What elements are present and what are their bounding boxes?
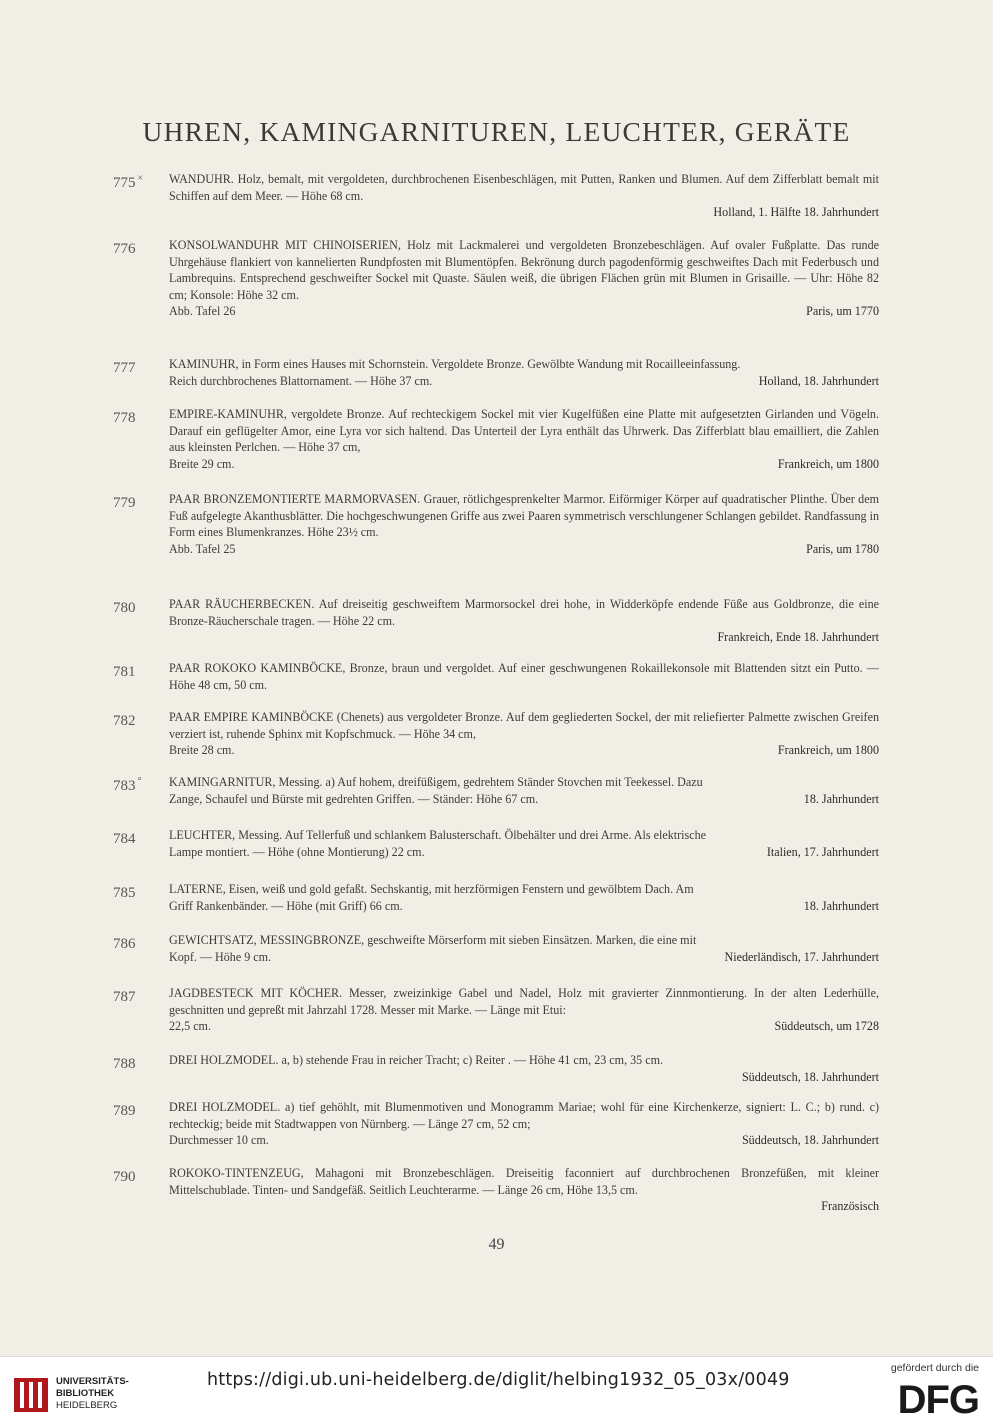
lot-provenance: Niederländisch, 17. Jahrhundert xyxy=(724,949,879,964)
catalog-entry xyxy=(113,985,879,1035)
lot-last-line xyxy=(169,303,879,320)
catalog-entry xyxy=(113,1099,879,1149)
catalog-entry xyxy=(113,1165,879,1215)
lot-note: Lampe montiert. — Höhe (ohne Montierung) 22 cm. xyxy=(169,844,425,859)
catalog-entry xyxy=(113,171,879,221)
lot-provenance: Paris, um 1770 xyxy=(806,304,879,319)
lot-note: Breite 28 cm. xyxy=(169,743,235,758)
lot-description: GEWICHTSATZ, MESSINGBRONZE, geschweifte Mörserform mit sieben Einsätzen. Marken, die eine mit xyxy=(169,933,697,947)
library-line-3: HEIDELBERG xyxy=(56,1400,118,1411)
lot-provenance: Französisch xyxy=(821,1199,879,1214)
lot-note: Reich durchbrochenes Blattornament. — Höhe 37 cm. xyxy=(169,373,433,388)
lot-number: 789 xyxy=(113,1103,136,1119)
lot-description: LATERNE, Eisen, weiß und gold gefaßt. Sechskantig, mit herzförmigen Fenstern und gewölbtem Dach. Am xyxy=(169,882,694,896)
lot-note: Breite 29 cm. xyxy=(169,456,235,471)
university-library-name[interactable] xyxy=(56,1376,129,1412)
permalink-url[interactable]: https://digi.ub.uni-heidelberg.de/diglit/helbing1932_05_03x/0049 xyxy=(207,1370,790,1390)
lot-note: Kopf. — Höhe 9 cm. xyxy=(169,949,272,964)
lot-last-line xyxy=(169,844,879,861)
lot-description: DREI HOLZMODEL. a, b) stehende Frau in reicher Tracht; c) Reiter . — Höhe 41 cm, 23 cm, 35 cm. xyxy=(169,1053,664,1067)
lot-last-line xyxy=(169,898,879,915)
lot-description: JAGDBESTECK MIT KÖCHER. Messer, zweizinkige Gabel und Nadel, Holz mit gravierter Zinnmontierung. In der alten Lederhülle, geschnitten und gepreßt mit Jahrzahl 1728. Messer mit Marke. — Länge mit Etui: xyxy=(169,986,879,1017)
catalog-entry xyxy=(113,660,879,693)
lot-description: KAMINUHR, in Form eines Hauses mit Schornstein. Vergoldete Bronze. Gewölbte Wandung mit Rocailleeinfassung. xyxy=(169,357,741,371)
catalog-entry xyxy=(113,881,879,914)
dfg-logo[interactable]: DFG xyxy=(897,1378,979,1422)
lot-provenance: Süddeutsch, 18. Jahrhundert xyxy=(741,1069,879,1084)
lot-note: Abb. Tafel 25 xyxy=(169,541,236,556)
lot-provenance: Italien, 17. Jahrhundert xyxy=(766,844,879,859)
lot-description: DREI HOLZMODEL. a) tief gehöhlt, mit Blumenmotiven und Monogramm Mariae; wohl für eine Kirchenkerze, signiert: L. C.; b) rund. c) rechteckig; beide mit Stadtwappen von Nürnberg. — Länge 27 cm, 52 cm; xyxy=(169,1100,879,1131)
lot-last-line xyxy=(169,541,879,558)
lot-provenance: 18. Jahrhundert xyxy=(803,791,879,806)
page-title: UHREN, KAMINGARNITUREN, LEUCHTER, GERÄTE xyxy=(142,116,851,147)
lot-description: EMPIRE-KAMINUHR, vergoldete Bronze. Auf rechteckigem Sockel mit vier Kugelfüßen eine Platte mit aufgesetzten Girlanden und Vögeln. Darauf ein geflügelter Amor, eine Lyra vor sich haltend. Das Unterteil der Lyra enthält das Uhrwerk. Das Zifferblatt blau emailliert, die Zahlen aus kleinsten Perlchen. — Höhe 37 cm, xyxy=(169,407,879,455)
lot-description: LEUCHTER, Messing. Auf Tellerfuß und schlankem Balusterschaft. Ölbehälter und drei Arme. Als elektrische xyxy=(169,828,706,842)
lot-provenance: 18. Jahrhundert xyxy=(803,898,879,913)
catalog-entry xyxy=(113,774,879,807)
lot-description: ROKOKO-TINTENZEUG, Mahagoni mit Bronzebeschlägen. Dreiseitig faconniert auf durchbrochenen Bronzefüßen, mit kleiner Mittelschublade. Tinten- und Sandgefäß. Seitlich Leuchterarme. — Länge 26 cm, Höhe 13,5 cm. xyxy=(169,1166,879,1197)
lot-note: 22,5 cm. xyxy=(169,1019,211,1034)
page-number: 49 xyxy=(488,1236,505,1253)
lot-description: PAAR EMPIRE KAMINBÖCKE (Chenets) aus vergoldeter Bronze. Auf dem gegliederten Sockel, der mit reliefierter Palmette zwischen Greifen verziert ist, ruhende Sphinx mit Kopfschmuck. — Höhe 34 cm, xyxy=(169,710,879,741)
lot-provenance: Paris, um 1780 xyxy=(806,541,879,556)
lot-last-line xyxy=(169,949,879,966)
lot-number: 775 × xyxy=(113,173,144,191)
catalog-entry xyxy=(113,491,879,557)
lot-last-line xyxy=(169,1018,879,1035)
lot-note: Griff Rankenbänder. — Höhe (mit Griff) 66 cm. xyxy=(169,898,403,913)
lot-mark: ° xyxy=(137,776,142,787)
lot-note: Abb. Tafel 26 xyxy=(169,304,236,319)
catalog-entry xyxy=(113,596,879,646)
lot-provenance: Süddeutsch, 18. Jahrhundert xyxy=(741,1133,879,1148)
footer-bar xyxy=(0,1356,993,1426)
lot-description: KAMINGARNITUR, Messing. a) Auf hohem, dreifüßigem, gedrehtem Ständer Stovchen mit Teekessel. Dazu xyxy=(169,775,703,789)
lot-note: Zange, Schaufel und Bürste mit gedrehten Griffen. — Ständer: Höhe 67 cm. xyxy=(169,791,539,806)
lot-description: KONSOLWANDUHR MIT CHINOISERIEN, Holz mit Lackmalerei und vergoldeten Bronzebeschlägen. Auf ovaler Fußplatte. Das runde Uhrgehäuse flankiert von kannelierten Rundpfosten mit Blumentöpfen. Bekrönung durch pagodenförmig geschweiftes Dach mit Federbusch und Lambrequins. Entsprechend geschweifter Sockel mit Quaste. Säulen weiß, die übrigen Flächen grün mit Blumen in Grisaille. — Uhr: Höhe 82 cm; Konsole: Höhe 32 cm. xyxy=(169,238,879,302)
catalog-entry xyxy=(113,827,879,860)
sponsor-caption: gefördert durch die xyxy=(890,1362,979,1374)
lot-number: 784 xyxy=(113,831,136,847)
catalog-entry xyxy=(113,932,879,965)
lot-description: PAAR RÄUCHERBECKEN. Auf dreiseitig geschweiftem Marmorsockel drei hohe, in Widderköpfe endende Füße aus Goldbronze, die eine Bronze-Räucherschale tragen. — Höhe 22 cm. xyxy=(169,597,879,628)
lot-last-line xyxy=(169,373,879,390)
footer-divider xyxy=(0,1356,993,1357)
catalog-entry xyxy=(113,237,879,320)
lot-number: 779 xyxy=(113,495,136,511)
lot-number: 781 xyxy=(113,664,136,680)
catalog-entry xyxy=(113,1052,879,1085)
lot-description: WANDUHR. Holz, bemalt, mit vergoldeten, durchbrochenen Eisenbeschlägen, mit Putten, Ranken und Blumen. Auf dem Zifferblatt bemalt mit Schiffen auf dem Meer. — Höhe 68 cm. xyxy=(169,172,879,203)
lot-provenance: Süddeutsch, um 1728 xyxy=(774,1019,879,1034)
catalog-entry xyxy=(113,356,879,389)
lot-number: 776 xyxy=(113,241,136,257)
lot-note: Durchmesser 10 cm. xyxy=(169,1133,269,1148)
catalog-entry xyxy=(113,406,879,472)
lot-number: 782 xyxy=(113,713,136,729)
lot-last-line xyxy=(169,1132,879,1149)
lot-number: 790 xyxy=(113,1169,136,1185)
lot-last-line xyxy=(169,456,879,473)
lot-description: PAAR ROKOKO KAMINBÖCKE, Bronze, braun und vergoldet. Auf einer geschwungenen Rokaillekonsole mit Blattenden sitzt ein Putto. — Höhe 48 cm, 50 cm. xyxy=(169,661,879,692)
lot-last-line xyxy=(169,791,879,808)
lot-number: 780 xyxy=(113,600,136,616)
lot-number: 788 xyxy=(113,1056,136,1072)
lot-description: PAAR BRONZEMONTIERTE MARMORVASEN. Grauer, rötlichgesprenkelter Marmor. Eiförmiger Körper auf quadratischer Plinthe. Über dem Fuß aufgelegte Akanthusblätter. Die hochgeschwungenen Griffe aus zwei Paaren symmetrisch verschlungener Schlangen gebildet. Randfassung in Form eines Blumenkranzes. Höhe 23½ cm. xyxy=(169,492,879,540)
lot-number: 787 xyxy=(113,989,136,1005)
library-line-1: UNIVERSITÄTS- xyxy=(56,1376,129,1387)
university-library-logo-icon[interactable] xyxy=(12,1376,50,1414)
lot-provenance: Frankreich, um 1800 xyxy=(777,743,879,758)
lot-number: 778 xyxy=(113,410,136,426)
library-line-2: BIBLIOTHEK xyxy=(56,1388,115,1399)
lot-number: 783 ° xyxy=(113,776,142,794)
catalog-entry xyxy=(113,709,879,759)
lot-provenance: Holland, 18. Jahrhundert xyxy=(758,373,879,388)
lot-provenance: Holland, 1. Hälfte 18. Jahrhundert xyxy=(713,205,879,220)
lot-provenance: Frankreich, Ende 18. Jahrhundert xyxy=(717,630,879,645)
lot-provenance: Frankreich, um 1800 xyxy=(777,456,879,471)
lot-last-line xyxy=(169,742,879,759)
lot-mark: × xyxy=(137,173,144,184)
lot-number: 777 xyxy=(113,360,136,376)
lot-number: 785 xyxy=(113,885,136,901)
lot-number: 786 xyxy=(113,936,136,952)
